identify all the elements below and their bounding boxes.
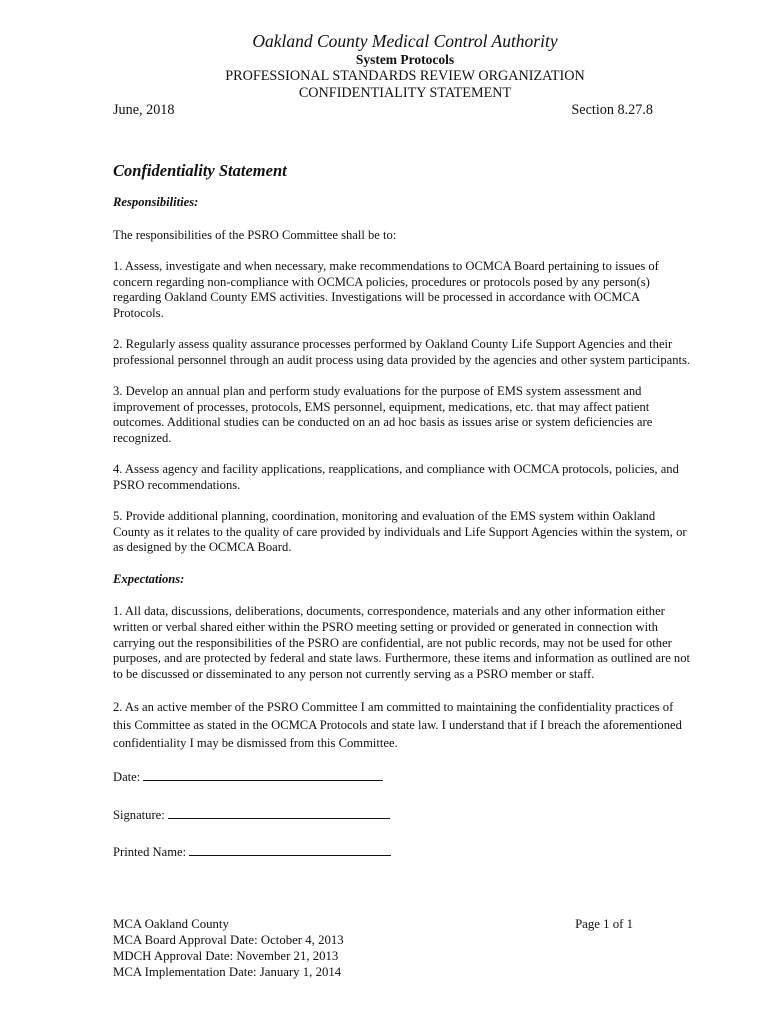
responsibility-item-2: 2. Regularly assess quality assurance processes performed by Oakland County Life Support Agencies and their professional personnel through an audit process using data provided by the agencies and other system participants. [113, 337, 691, 367]
expectations-heading: Expectations: [113, 571, 185, 586]
expectation-item-1: 1. All data, discussions, deliberations, documents, correspondence, materials and any other information either written or verbal shared either within the PSRO meeting setting or provided or generated in connection with carrying out the responsibilities of the PSRO are confidential, are not public records, may not be used for other purposes, and are protected by federal and state laws. Furthermore, these items and information as outlined are not to be discussed or disseminated to any person not currently serving as a PSRO member or staff. [113, 604, 691, 681]
document-date: June, 2018 [113, 102, 175, 118]
responsibilities-heading: Responsibilities: [113, 195, 199, 209]
organization-title: Oakland County Medical Control Authority [252, 31, 558, 51]
date-field [113, 768, 693, 788]
footer-line-2: MCA Board Approval Date: October 4, 2013 [113, 933, 344, 947]
responsibilities-intro: The responsibilities of the PSRO Committee shall be to: [113, 227, 397, 242]
signature-label: Signature: [113, 808, 165, 823]
document-title: Confidentiality Statement [113, 161, 287, 180]
header-line-psro: PROFESSIONAL STANDARDS REVIEW ORGANIZATION [225, 68, 585, 84]
footer-line-1: MCA Oakland County [113, 917, 229, 931]
footer-line-4: MCA Implementation Date: January 1, 2014 [113, 965, 342, 979]
signature-field [113, 806, 693, 826]
date-input-line[interactable] [143, 768, 383, 781]
signature-input-line[interactable] [168, 806, 390, 819]
date-section-line [113, 103, 653, 119]
section-number: Section 8.27.8 [571, 102, 653, 118]
responsibility-item-4: 4. Assess agency and facility applications, reapplications, and compliance with OCMCA protocols, policies, and PSRO recommendations. [113, 462, 679, 492]
document-body [113, 160, 693, 863]
footer-line-3: MDCH Approval Date: November 21, 2013 [113, 949, 339, 963]
page-number: Page 1 of 1 [575, 917, 633, 931]
printed-name-field [113, 843, 693, 863]
responsibility-item-1: 1. Assess, investigate and when necessary, make recommendations to OCMCA Board pertaining to issues of concern regarding non-compliance with OCMCA policies, procedures or protocols posed by any person(s) regarding Oakland County EMS activities. Investigations will be processed in accordance with OCMCA Protocols. [113, 258, 659, 320]
expectation-item-2: 2. As an active member of the PSRO Committee I am committed to maintaining the confidentiality practices of this Committee as stated in the OCMCA Protocols and state law. I understand that if I breach the aforementioned confidentiality I may be dismissed from this Committee. [113, 700, 682, 751]
header-line-confidentiality: CONFIDENTIALITY STATEMENT [298, 84, 512, 101]
printed-name-input-line[interactable] [189, 843, 391, 856]
system-protocols-label: System Protocols [355, 52, 455, 67]
responsibility-item-3: 3. Develop an annual plan and perform study evaluations for the purpose of EMS system assessment and improvement of processes, protocols, EMS personnel, equipment, medications, etc. that may affect patient outcomes. Additional studies can be conducted on an ad hoc basis as issues arise or system deficiencies are recognized. [113, 384, 653, 445]
printed-name-label: Printed Name: [113, 845, 187, 860]
document-footer [113, 916, 633, 980]
date-label: Date: [113, 770, 141, 785]
responsibility-item-5: 5. Provide additional planning, coordination, monitoring and evaluation of the EMS system within Oakland County as it relates to the quality of care provided by individuals and Life Support Agencies within the system, or as designed by the OCMCA Board. [113, 509, 687, 555]
document-header [0, 30, 770, 101]
